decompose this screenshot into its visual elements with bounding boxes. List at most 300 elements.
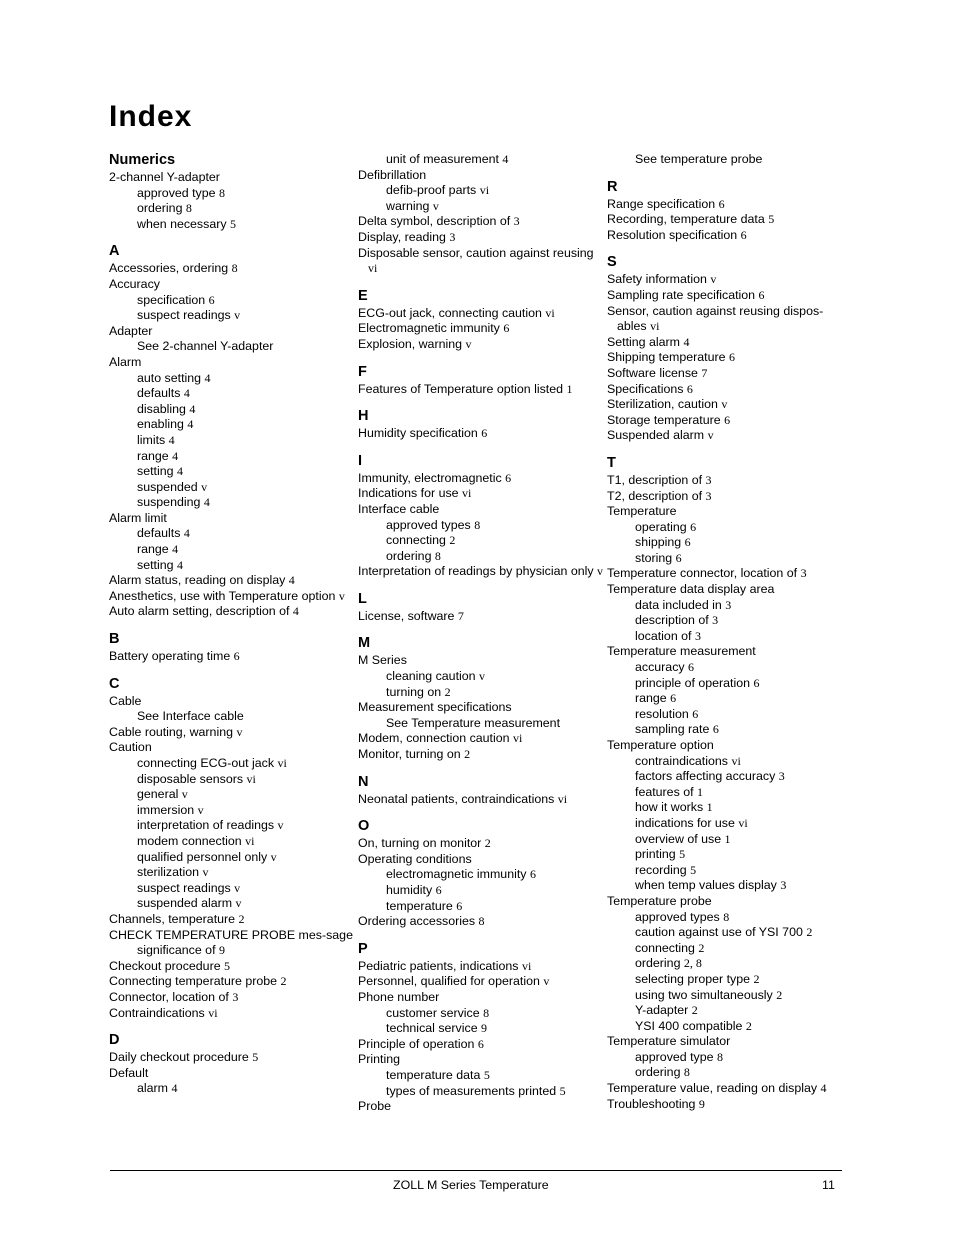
index-page-ref[interactable]: 8 <box>474 517 481 532</box>
index-page-ref[interactable]: 6 <box>692 706 699 721</box>
index-term: indications for use <box>635 815 735 830</box>
index-page-ref[interactable]: 5 <box>483 1067 490 1082</box>
index-subentry <box>607 722 852 738</box>
index-page-ref[interactable]: v <box>234 880 241 895</box>
index-entry <box>607 413 852 429</box>
index-term: Interpretation of readings by physician only <box>358 564 594 579</box>
index-page-ref[interactable]: 3 <box>449 229 456 244</box>
index-page-ref[interactable]: vi <box>731 753 741 768</box>
section-letter-heading: A <box>109 243 120 260</box>
index-term: overview of use <box>635 831 722 846</box>
index-page-ref[interactable]: 6 <box>481 426 488 441</box>
index-entry <box>109 1050 354 1066</box>
index-term: Safety information <box>607 272 707 287</box>
index-page-ref[interactable]: 6 <box>728 350 735 365</box>
index-page-ref[interactable]: 8 <box>683 1065 690 1080</box>
index-page-ref[interactable]: 2 <box>745 1018 752 1033</box>
index-term: Pediatric patients, indications <box>358 958 519 973</box>
index-page-ref[interactable]: 6 <box>688 660 695 675</box>
index-term: Troubleshooting <box>607 1096 696 1111</box>
index-page-ref[interactable]: 4 <box>683 334 690 349</box>
index-page-ref[interactable]: 5 <box>768 212 775 227</box>
index-page-ref[interactable]: 4 <box>820 1081 827 1096</box>
index-page-ref[interactable]: 4 <box>172 542 179 557</box>
index-entry <box>358 564 603 580</box>
index-term: Contraindications <box>109 1005 205 1020</box>
index-subentry <box>607 754 852 770</box>
index-term: features of <box>635 784 694 799</box>
index-page-ref[interactable]: v <box>277 818 284 833</box>
footer-divider <box>110 1170 842 1171</box>
index-page-ref[interactable]: v <box>197 802 204 817</box>
index-term: ordering <box>137 201 183 216</box>
index-entry <box>607 489 852 505</box>
index-entry <box>358 426 603 442</box>
index-term: Checkout procedure <box>109 958 221 973</box>
section-letter-heading: P <box>358 940 368 957</box>
index-term: Specifications <box>607 381 684 396</box>
index-term: significance of <box>137 943 216 958</box>
index-entry <box>358 852 603 868</box>
index-term: ordering <box>635 1065 681 1080</box>
index-term: Electromagnetic immunity <box>358 321 500 336</box>
index-term: Resolution specification <box>607 227 738 242</box>
index-page-ref[interactable]: vi <box>521 958 532 973</box>
index-term: description of <box>635 613 709 628</box>
index-term: how it works <box>635 800 704 815</box>
index-term: types of measurements printed <box>386 1083 557 1098</box>
index-subentry <box>109 943 354 959</box>
index-page-ref[interactable]: 6 <box>712 722 719 737</box>
index-page-ref[interactable]: 8 <box>483 1005 490 1020</box>
index-column-3 <box>607 152 852 1112</box>
index-page-ref[interactable]: v <box>707 428 714 443</box>
index-page-ref[interactable]: 6 <box>675 550 682 565</box>
index-entry <box>607 304 852 335</box>
index-page-ref[interactable]: 4 <box>168 432 175 447</box>
index-term: suspended alarm <box>137 896 233 911</box>
index-subentry <box>109 526 354 542</box>
index-subentry <box>358 1006 603 1022</box>
index-subentry <box>607 707 852 723</box>
index-page-ref[interactable]: 2 <box>484 836 491 851</box>
index-term: auto setting <box>137 370 202 385</box>
index-subentry <box>607 769 852 785</box>
section-letter-heading: I <box>358 452 363 469</box>
index-page-ref[interactable]: 4 <box>176 557 183 572</box>
index-page-ref[interactable]: 7 <box>457 608 464 623</box>
index-term: Accessories, ordering <box>109 261 229 276</box>
index-term: Principle of operation <box>358 1036 475 1051</box>
index-term: limits <box>137 432 166 447</box>
index-page-ref[interactable]: v <box>338 588 345 603</box>
index-term: See Temperature measurement <box>386 715 561 730</box>
index-page-ref[interactable]: 3 <box>725 597 732 612</box>
index-entry <box>109 974 354 990</box>
index-page-ref[interactable]: 6 <box>753 675 760 690</box>
index-page-ref[interactable]: vi <box>545 305 555 320</box>
index-entry <box>109 990 354 1006</box>
index-subentry <box>607 816 852 832</box>
index-subentry <box>358 1084 603 1100</box>
index-subentry <box>109 558 354 574</box>
index-term: temperature <box>386 898 453 913</box>
index-term: sterilization <box>137 865 199 880</box>
index-subentry <box>358 899 603 915</box>
index-page-ref[interactable]: 2 <box>464 747 471 762</box>
index-entry <box>607 228 852 244</box>
index-page-ref[interactable]: 6 <box>670 691 677 706</box>
index-page-ref[interactable]: vi <box>462 486 472 501</box>
index-page-ref[interactable]: 5 <box>690 862 697 877</box>
index-term: when temp values display <box>635 878 777 893</box>
index-page-ref[interactable]: 5 <box>230 216 236 231</box>
index-entry <box>358 486 603 502</box>
index-entry <box>358 609 603 625</box>
index-entry <box>358 168 603 184</box>
index-page-ref[interactable]: vi <box>738 815 748 830</box>
index-entry <box>607 473 852 489</box>
index-entry <box>607 566 852 582</box>
index-page-ref[interactable]: 4 <box>187 417 194 432</box>
index-subentry <box>358 152 603 168</box>
index-page-ref[interactable]: 3 <box>232 989 239 1004</box>
index-term: data included in <box>635 597 722 612</box>
index-page-ref[interactable]: 4 <box>203 495 210 510</box>
index-page-ref[interactable]: 9 <box>218 943 225 958</box>
index-page-ref[interactable]: vi <box>512 731 523 746</box>
index-page-ref[interactable]: 5 <box>224 958 231 973</box>
index-term: turning on <box>386 684 442 699</box>
index-entry <box>607 582 852 598</box>
index-subentry <box>607 832 852 848</box>
index-page-ref[interactable]: 6 <box>503 321 510 336</box>
index-page-ref[interactable]: v <box>597 564 604 579</box>
index-page-ref[interactable]: 8 <box>434 548 441 563</box>
index-term: Temperature data display area <box>607 582 775 597</box>
index-term: defaults <box>137 526 181 541</box>
index-term: shipping <box>635 535 682 550</box>
index-page-ref[interactable]: 4 <box>292 604 299 619</box>
index-subentry <box>607 520 852 536</box>
index-term: connecting <box>386 533 446 548</box>
index-entry <box>607 197 852 213</box>
index-term: suspect readings <box>137 308 231 323</box>
index-page-ref[interactable]: 2 <box>753 971 760 986</box>
index-subentry <box>607 691 852 707</box>
index-page-ref[interactable]: vi <box>650 319 660 334</box>
index-subentry <box>607 956 852 972</box>
index-page-ref[interactable]: 3 <box>778 769 785 784</box>
index-subentry <box>607 535 852 551</box>
index-term: Recording, temperature data <box>607 212 765 227</box>
index-page-ref[interactable]: 6 <box>477 1036 484 1051</box>
index-term: Explosion, warning <box>358 336 463 351</box>
index-page-ref[interactable]: 5 <box>252 1050 259 1065</box>
index-term: contraindications <box>635 753 728 768</box>
index-page-ref[interactable]: 3 <box>513 214 520 229</box>
index-subentry <box>607 676 852 692</box>
section-letter-heading: H <box>358 408 369 425</box>
index-subentry <box>607 551 852 567</box>
index-page-ref[interactable]: 6 <box>208 292 215 307</box>
index-term: Immunity, electromagnetic <box>358 470 502 485</box>
index-subentry <box>358 685 603 701</box>
index-page-ref[interactable]: 3 <box>694 628 701 643</box>
index-term: Features of Temperature option listed <box>358 381 564 396</box>
index-page-ref[interactable]: 6 <box>724 412 731 427</box>
index-subentry <box>607 941 852 957</box>
index-term: Shipping temperature <box>607 350 726 365</box>
index-subentry <box>358 199 603 215</box>
index-subentry <box>358 867 603 883</box>
index-entry <box>358 747 603 763</box>
index-entry <box>109 959 354 975</box>
index-page-ref[interactable]: 9 <box>698 1096 705 1111</box>
index-entry <box>607 335 852 351</box>
index-entry <box>607 212 852 228</box>
index-term: Alarm status, reading on display <box>109 573 286 588</box>
index-subentry <box>109 803 354 819</box>
index-page-ref[interactable]: 8 <box>478 914 485 929</box>
index-term: Temperature option <box>607 738 714 752</box>
index-page-ref[interactable]: vi <box>479 183 490 198</box>
index-page-ref[interactable]: 2 <box>698 940 705 955</box>
index-page-ref[interactable]: v <box>721 397 728 412</box>
index-entry <box>358 731 603 747</box>
index-page-ref[interactable]: 8 <box>716 1049 723 1064</box>
index-entry <box>109 170 354 186</box>
index-entry <box>607 644 852 660</box>
index-entry <box>109 355 354 371</box>
index-term: storing <box>635 550 673 565</box>
index-term: T2, description of <box>607 488 703 503</box>
index-subentry <box>607 863 852 879</box>
index-term: connecting ECG-out jack <box>137 756 275 770</box>
index-page-ref[interactable]: v <box>479 669 486 684</box>
index-page-ref[interactable]: 4 <box>204 370 211 385</box>
index-term: Cable routing, warning <box>109 724 233 739</box>
index-term: Range specification <box>607 196 716 211</box>
index-entry <box>607 428 852 444</box>
index-entry <box>109 277 354 293</box>
index-entry <box>109 740 354 756</box>
index-page-ref[interactable]: 6 <box>718 196 725 211</box>
index-page-ref[interactable]: v <box>201 479 208 494</box>
index-term: unit of measurement <box>386 152 499 166</box>
index-page-ref[interactable]: 6 <box>529 867 536 882</box>
index-subentry <box>607 878 852 894</box>
index-page-ref[interactable]: 4 <box>183 386 190 401</box>
index-page-ref[interactable]: v <box>236 724 243 739</box>
index-page-ref[interactable]: v <box>234 308 241 323</box>
index-entry <box>607 350 852 366</box>
index-term: range <box>635 691 667 706</box>
index-page-ref[interactable]: 6 <box>740 227 747 242</box>
index-entry <box>358 959 603 975</box>
index-page-ref[interactable]: 2 <box>691 1003 698 1018</box>
index-page-ref[interactable]: 2 <box>806 925 813 940</box>
index-subentry <box>607 1050 852 1066</box>
index-page-ref[interactable]: 4 <box>176 464 183 479</box>
index-page-ref[interactable]: 6 <box>233 649 240 664</box>
index-subentry <box>109 709 354 725</box>
index-subentry <box>607 972 852 988</box>
index-subentry <box>358 518 603 534</box>
index-page-ref[interactable]: 2, 8 <box>683 956 702 971</box>
index-subentry <box>109 308 354 324</box>
index-term: Adapter <box>109 323 153 338</box>
index-subentry <box>109 402 354 418</box>
index-page-ref[interactable]: 2 <box>444 684 451 699</box>
index-page-ref[interactable]: v <box>235 896 242 911</box>
index-column-2 <box>358 152 603 1115</box>
index-entry <box>358 502 603 518</box>
index-entry <box>109 604 354 620</box>
index-subentry <box>109 787 354 803</box>
index-term: technical service <box>386 1021 478 1036</box>
index-subentry <box>109 339 354 355</box>
index-subentry <box>109 201 354 217</box>
index-page-ref[interactable]: 4 <box>172 448 179 463</box>
index-page-ref[interactable]: 1 <box>706 800 713 815</box>
index-term: alarm <box>137 1081 168 1096</box>
index-page-ref[interactable]: 5 <box>559 1083 566 1098</box>
index-page-ref[interactable]: 4 <box>171 1081 178 1096</box>
section-letter-heading: N <box>358 773 369 790</box>
index-page-ref[interactable]: vi <box>277 756 287 770</box>
index-term: Probe <box>358 1099 392 1114</box>
index-page-ref[interactable]: 1 <box>566 381 573 396</box>
index-page-ref[interactable]: 6 <box>690 519 697 534</box>
index-page-ref[interactable]: 3 <box>705 488 712 503</box>
index-subentry <box>109 881 354 897</box>
index-page-ref[interactable]: 3 <box>780 878 787 893</box>
index-entry <box>109 912 354 928</box>
index-subentry <box>109 464 354 480</box>
index-term: Temperature <box>607 504 677 519</box>
index-page-ref[interactable]: 2 <box>776 987 783 1002</box>
index-term: connecting <box>635 940 695 955</box>
index-page-ref[interactable]: 2 <box>449 533 456 548</box>
index-entry <box>358 321 603 337</box>
index-term: Storage temperature <box>607 412 721 427</box>
index-page-ref[interactable]: 3 <box>800 566 807 581</box>
index-page-ref[interactable]: v <box>465 336 472 351</box>
index-page-ref[interactable]: 4 <box>502 152 509 166</box>
index-page-ref[interactable]: v <box>432 198 439 213</box>
index-page-ref[interactable]: 6 <box>758 287 765 302</box>
index-entry <box>358 230 603 246</box>
index-entry <box>358 214 603 230</box>
index-page-ref[interactable]: 6 <box>505 470 512 485</box>
index-term: Display, reading <box>358 229 446 244</box>
index-page-ref[interactable]: 3 <box>712 613 719 628</box>
index-entry <box>607 382 852 398</box>
index-page-ref[interactable]: v <box>710 272 717 287</box>
index-page-ref[interactable]: 8 <box>723 909 730 924</box>
index-entry <box>109 511 354 527</box>
index-page-ref[interactable]: v <box>270 849 277 864</box>
index-page-ref[interactable]: 4 <box>183 526 190 541</box>
index-entry <box>607 1034 852 1050</box>
index-term: Suspended alarm <box>607 428 705 443</box>
index-page-ref[interactable]: 6 <box>456 898 463 913</box>
index-subentry <box>109 850 354 866</box>
index-page-ref[interactable]: 2 <box>280 974 287 989</box>
index-page-ref[interactable]: 3 <box>705 472 712 487</box>
index-page-ref[interactable]: vi <box>557 791 568 806</box>
index-page-ref[interactable]: vi <box>246 771 256 786</box>
index-subentry <box>358 716 603 732</box>
section-letter-heading: Numerics <box>109 152 176 168</box>
index-entry <box>109 324 354 340</box>
index-term: immersion <box>137 802 195 817</box>
section-letter-heading: R <box>607 178 618 195</box>
index-page-ref[interactable]: 6 <box>684 535 691 550</box>
index-entry <box>358 1052 603 1068</box>
index-term: defib-proof parts <box>386 183 477 198</box>
index-page-ref[interactable]: vi <box>245 833 255 848</box>
index-page-ref[interactable]: vi <box>368 261 378 276</box>
index-page-ref[interactable]: vi <box>208 1005 218 1020</box>
index-subentry <box>109 217 354 233</box>
index-entry <box>358 792 603 808</box>
index-page-ref[interactable]: v <box>202 865 209 880</box>
index-term: approved type <box>635 1049 714 1064</box>
index-term: 2-channel Y-adapter <box>109 170 220 184</box>
index-page-ref[interactable]: 8 <box>231 261 238 276</box>
index-page-ref[interactable]: v <box>181 787 188 802</box>
index-page-ref[interactable]: 1 <box>724 831 731 846</box>
index-term: Temperature probe <box>607 893 712 908</box>
index-page-ref[interactable]: 1 <box>697 784 704 799</box>
index-term: Temperature connector, location of <box>607 566 798 581</box>
index-subentry <box>109 756 354 772</box>
index-term: Caution <box>109 740 152 755</box>
index-page-ref[interactable]: 5 <box>679 847 686 862</box>
index-term: cleaning caution <box>386 669 476 684</box>
index-column-1 <box>109 152 354 1097</box>
index-entry <box>358 914 603 930</box>
section-letter-heading: T <box>607 454 616 471</box>
index-term: Software license <box>607 365 698 380</box>
section-letter-heading: O <box>358 818 370 835</box>
section-letter-heading: B <box>109 631 120 648</box>
index-term: range <box>137 448 169 463</box>
index-page-ref[interactable]: v <box>543 974 550 989</box>
index-term: temperature data <box>386 1067 481 1082</box>
index-page-ref[interactable]: 4 <box>189 401 196 416</box>
index-subentry <box>607 800 852 816</box>
section-letter-heading: D <box>109 1032 120 1049</box>
index-page-ref[interactable]: 8 <box>185 201 192 216</box>
index-term: Temperature measurement <box>607 644 756 659</box>
index-entry <box>358 1037 603 1053</box>
index-term: general <box>137 787 179 802</box>
index-page-ref[interactable]: 7 <box>701 365 708 380</box>
index-page-ref[interactable]: 6 <box>686 381 693 396</box>
index-page-ref[interactable]: 6 <box>435 883 442 897</box>
index-subentry <box>358 669 603 685</box>
index-page-ref[interactable]: 9 <box>481 1021 488 1036</box>
index-entry <box>358 836 603 852</box>
index-page-ref[interactable]: 4 <box>288 573 295 588</box>
index-term: Printing <box>358 1052 401 1067</box>
index-page-ref[interactable]: 8 <box>218 185 225 200</box>
index-subentry <box>358 533 603 549</box>
index-page-ref[interactable]: 2 <box>238 911 245 926</box>
